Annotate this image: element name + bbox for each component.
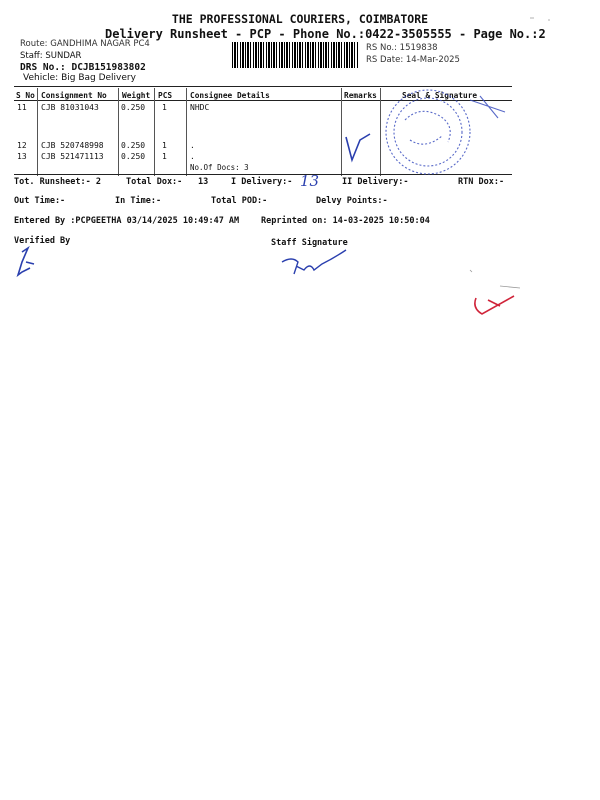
ii-delivery-label: II Delivery:- — [342, 177, 409, 187]
table-cell-weight: 0.250 — [121, 152, 146, 161]
total-pod: Total POD:- — [211, 196, 268, 206]
table-cell-pcs: 1 — [162, 103, 167, 112]
verified-by-label: Verified By — [14, 236, 71, 246]
staff-signature — [282, 250, 346, 274]
table-cell-consignment: CJB 81031043 — [41, 103, 99, 112]
rs-number: RS No.: 1519838 — [366, 43, 438, 53]
col-header-consignment: Consignment No — [41, 91, 107, 100]
table-cell-consignee: . — [190, 152, 195, 161]
staff-label: Staff: SUNDAR — [20, 51, 82, 61]
no-of-docs: No.Of Docs: 3 — [190, 163, 249, 172]
i-delivery-handwritten-value: 13 — [300, 172, 320, 190]
reprinted-on: Reprinted on: 14-03-2025 10:50:04 — [261, 216, 430, 226]
rtn-dox-label: RTN Dox:- — [458, 177, 505, 187]
drs-number: DRS No.: DCJB151983802 — [20, 62, 146, 73]
red-pen-mark — [475, 296, 514, 314]
table-cell-consignment: CJB 521471113 — [41, 152, 104, 161]
col-header-pcs: PCS — [158, 91, 173, 100]
i-delivery-label: I Delivery:- — [231, 177, 293, 187]
table-cell-sno: 11 — [17, 103, 27, 112]
table-cell-weight: 0.250 — [121, 141, 146, 150]
table-cell-sno: 12 — [17, 141, 27, 150]
staff-signature-label: Staff Signature — [271, 238, 348, 248]
table-cell-consignee: . — [190, 141, 195, 150]
delvy-points: Delvy Points:- — [316, 196, 388, 206]
table-cell-sno: 13 — [17, 152, 27, 161]
col-header-sno: S No — [16, 91, 35, 100]
total-dox-value: 13 — [198, 177, 209, 187]
table-cell-pcs: 1 — [162, 141, 167, 150]
col-header-weight: Weight — [122, 91, 151, 100]
col-header-consignee: Consignee Details — [190, 91, 270, 100]
entered-by: Entered By :PCPGEETHA 03/14/2025 10:49:47 AM — [14, 216, 240, 226]
seal-stamp — [386, 90, 505, 174]
col-header-remarks: Remarks — [344, 91, 377, 100]
verified-by-signature — [18, 248, 34, 275]
faint-specks — [470, 18, 550, 288]
out-time: Out Time:- — [14, 196, 66, 206]
rs-date: RS Date: 14-Mar-2025 — [366, 55, 460, 65]
table-cell-weight: 0.250 — [121, 103, 146, 112]
col-header-seal: Seal & Signature — [402, 91, 478, 100]
table-cell-consignment: CJB 520748998 — [41, 141, 104, 150]
table-cell-pcs: 1 — [162, 152, 167, 161]
total-dox-label: Total Dox:- — [126, 177, 183, 187]
runsheet-subtitle: Delivery Runsheet - PCP - Phone No.:0422-3505555 - Page No.:2 — [105, 27, 546, 41]
table-cell-consignee: NHDC — [190, 103, 210, 112]
document-title: THE PROFESSIONAL COURIERS, COIMBATORE — [171, 12, 429, 26]
remarks-tick-mark — [346, 134, 370, 160]
route-label: Route: GANDHIMA NAGAR PC4 — [20, 39, 150, 49]
tot-runsheet: Tot. Runsheet:- 2 — [14, 177, 101, 187]
vehicle-label: Vehicle: Big Bag Delivery — [23, 73, 136, 83]
in-time: In Time:- — [115, 196, 162, 206]
